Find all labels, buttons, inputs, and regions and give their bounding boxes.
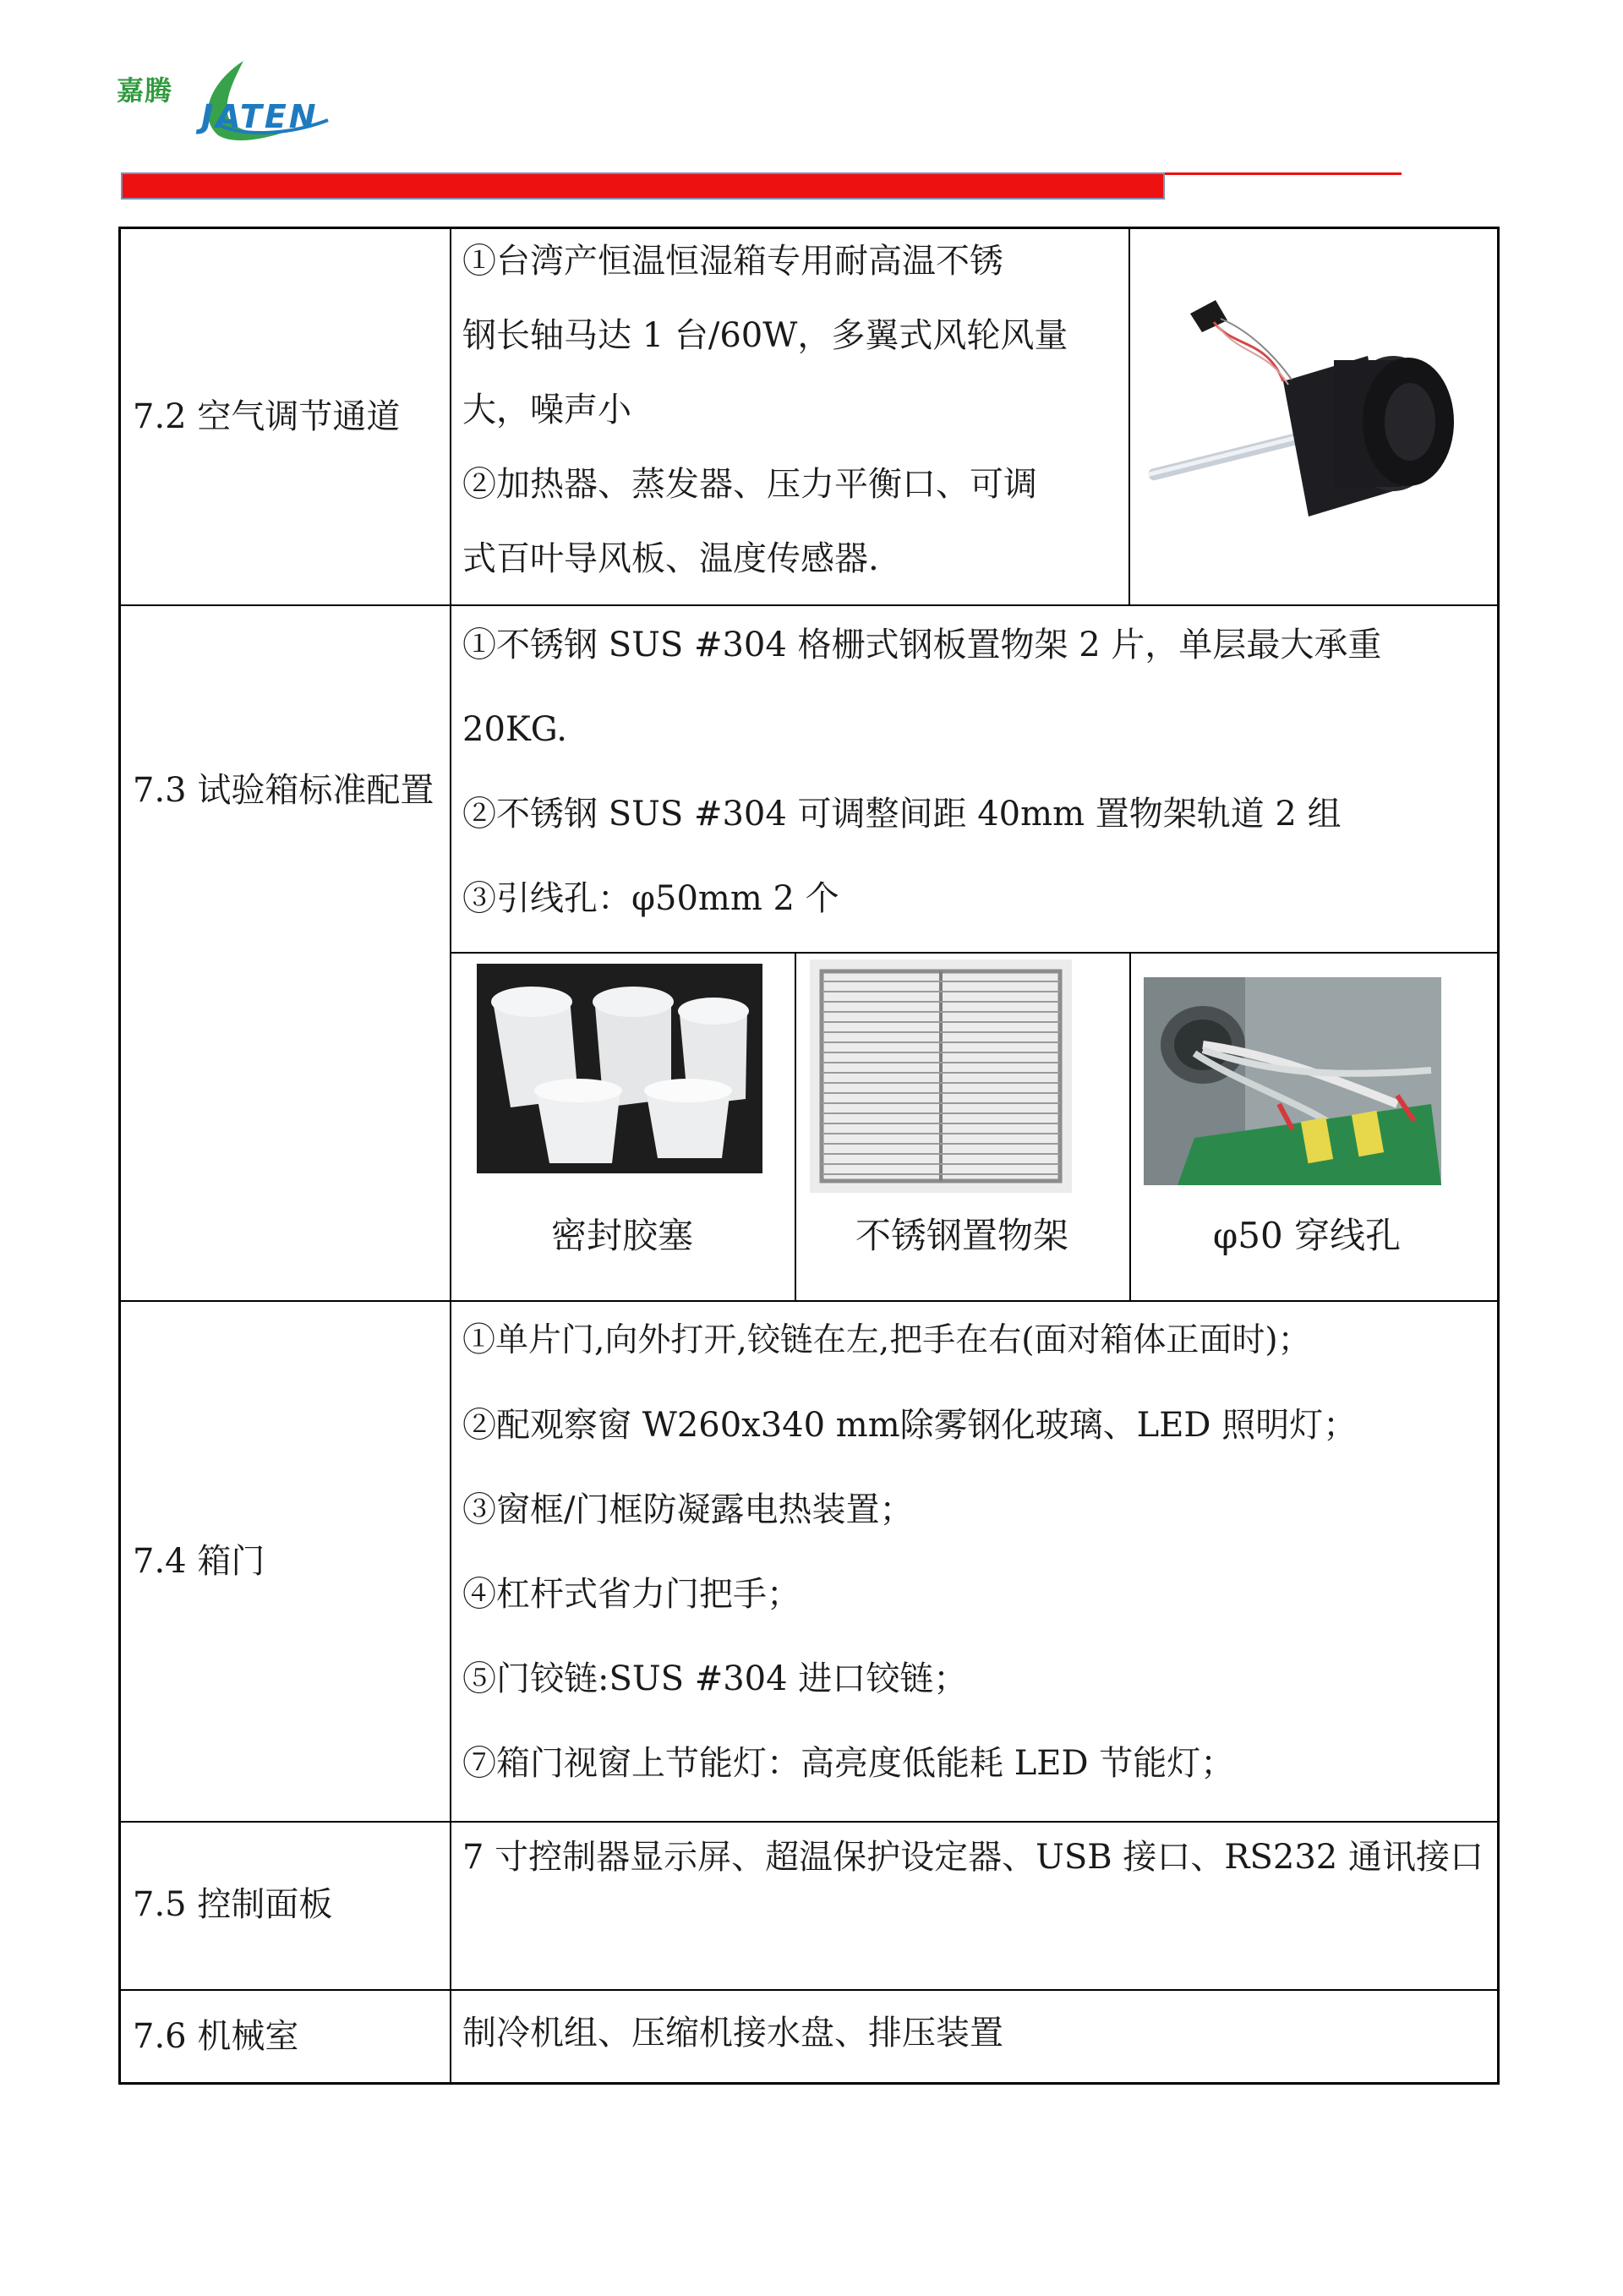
row-7-2-line-5: 式百叶导风板、温度传感器. (462, 539, 879, 578)
row-7-2-line-3: 大，噪声小 (462, 391, 631, 429)
caption-wire-shelf: 不锈钢置物架 (855, 1215, 1068, 1256)
row-7-2-line-4: ②加热器、蒸发器、压力平衡口、可调 (462, 465, 1037, 504)
header-red-line (1165, 172, 1402, 175)
cable-hole-image (1144, 977, 1441, 1185)
logo-english-name: JATEN (201, 98, 319, 135)
row-label-7-5: 7.5 控制面板 (133, 1885, 333, 1924)
row-label-7-2: 7.2 空气调节通道 (133, 397, 401, 436)
row-divider (121, 1300, 1497, 1302)
row-7-3-line-4: ③引线孔：φ50mm 2 个 (462, 879, 839, 918)
row-label-7-6: 7.6 机械室 (133, 2017, 299, 2056)
row-7-3-line-3: ②不锈钢 SUS #304 可调整间距 40mm 置物架轨道 2 组 (462, 795, 1342, 834)
subrow-divider (450, 952, 1497, 954)
row-7-2-line-2: 钢长轴马达 1 台/60W，多翼式风轮风量 (462, 316, 1068, 355)
row-7-3-line-2: 20KG. (462, 710, 568, 749)
row-label-7-4: 7.4 箱门 (133, 1542, 265, 1581)
row-7-4-line-5: ⑤门铰链:SUS #304 进口铰链； (462, 1659, 968, 1698)
motor-image (1139, 280, 1486, 550)
company-logo (117, 57, 336, 145)
wire-shelf-image (810, 959, 1072, 1193)
column-divider (450, 229, 451, 2082)
rubber-plug-image (477, 964, 762, 1173)
row-7-4-line-3: ③窗框/门框防凝露电热装置； (462, 1490, 914, 1529)
row-7-4-line-6: ⑦箱门视窗上节能灯：高亮度低能耗 LED 节能灯； (462, 1744, 1235, 1783)
row-divider (121, 1989, 1497, 1991)
image-column-divider (1128, 229, 1130, 604)
caption-cable-hole: φ50 穿线孔 (1212, 1215, 1402, 1256)
row-7-4-line-1: ①单片门,向外打开,铰链在左,把手在右(面对箱体正面时)； (462, 1321, 1311, 1359)
row-divider (121, 604, 1497, 606)
header-red-bar (121, 172, 1165, 200)
row-7-4-line-4: ④杠杆式省力门把手； (462, 1575, 801, 1614)
spec-table (118, 227, 1500, 2085)
caption-rubber-plug: 密封胶塞 (550, 1215, 693, 1256)
row-7-3-line-1: ①不锈钢 SUS #304 格栅式钢板置物架 2 片，单层最大承重 (462, 626, 1382, 664)
row-7-6-text: 制冷机组、压缩机接水盘、排压装置 (462, 2014, 1003, 2053)
row-label-7-3 (133, 762, 445, 819)
row-label-7-3-text: 7.3 试验箱标准配置 (133, 771, 434, 810)
row-7-4-line-2: ②配观察窗 W260x340 mm除雾钢化玻璃、LED 照明灯； (462, 1406, 1358, 1445)
row-7-2-line-1: ①台湾产恒温恒湿箱专用耐高温不锈 (462, 242, 1003, 281)
logo-chinese-name: 嘉腾 (117, 74, 173, 107)
row-7-5-text: 7 寸控制器显示屏、超温保护设定器、USB 接口、RS232 通讯接口 (462, 1838, 1484, 1877)
